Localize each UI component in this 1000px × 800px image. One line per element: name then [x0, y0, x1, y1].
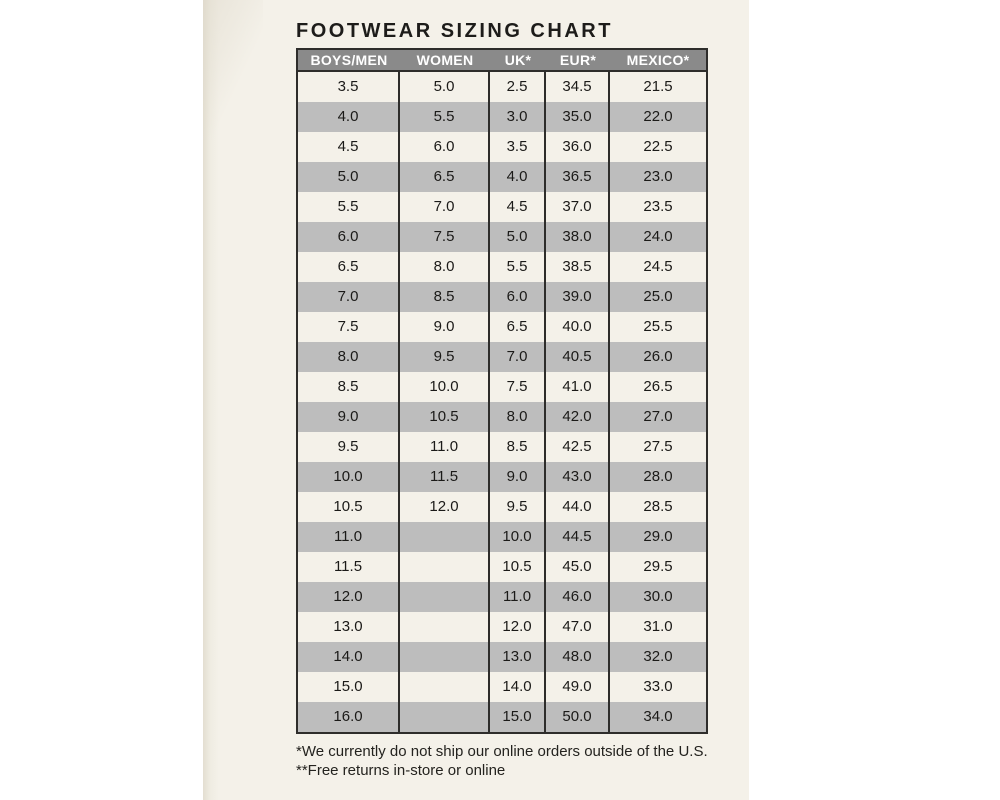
table-cell: 43.0	[546, 462, 610, 492]
table-cell: 8.5	[298, 372, 400, 402]
table-cell: 28.0	[643, 468, 673, 485]
table-cell: 4.5	[298, 132, 400, 162]
table-row	[298, 522, 706, 552]
table-cell	[400, 672, 490, 702]
column-header: WOMEN	[416, 52, 474, 68]
table-cell: 9.5	[490, 492, 546, 522]
table-cell: 25.5	[643, 318, 673, 335]
table-cell: 2.5	[490, 72, 546, 102]
table-cell: 10.5	[298, 492, 400, 522]
table-cell	[400, 612, 490, 642]
table-cell: 6.5	[400, 162, 490, 192]
table-cell: 32.0	[643, 648, 673, 665]
table-cell: 7.5	[400, 222, 490, 252]
table-cell	[400, 582, 490, 612]
table-cell: 11.0	[400, 432, 490, 462]
table-cell: 34.5	[546, 72, 610, 102]
table-cell: 33.0	[643, 678, 673, 695]
table-row	[298, 222, 706, 252]
table-cell: 6.5	[490, 312, 546, 342]
table-body	[298, 72, 706, 732]
table-row	[298, 312, 706, 342]
table-cell: 6.0	[490, 282, 546, 312]
table-row	[298, 72, 706, 102]
table-cell: 16.0	[298, 702, 400, 732]
table-cell: 37.0	[546, 192, 610, 222]
table-cell: 7.0	[490, 342, 546, 372]
table-cell: 6.0	[400, 132, 490, 162]
table-row	[298, 372, 706, 402]
table-cell: 29.0	[643, 528, 673, 545]
table-cell: 12.0	[400, 492, 490, 522]
table-cell: 14.0	[490, 672, 546, 702]
table-row	[298, 612, 706, 642]
table-cell: 6.0	[298, 222, 400, 252]
table-cell: 46.0	[546, 582, 610, 612]
column-header: UK*	[504, 52, 532, 68]
table-cell: 9.5	[400, 342, 490, 372]
table-row	[298, 432, 706, 462]
table-cell: 21.5	[643, 78, 673, 95]
table-cell: 3.0	[490, 102, 546, 132]
table-row	[298, 342, 706, 372]
table-cell: 9.0	[490, 462, 546, 492]
table-cell: 3.5	[298, 72, 400, 102]
table-cell: 39.0	[546, 282, 610, 312]
table-cell	[400, 522, 490, 552]
table-cell: 5.5	[298, 192, 400, 222]
table-cell: 42.5	[546, 432, 610, 462]
table-cell: 23.5	[643, 198, 673, 215]
table-row	[298, 102, 706, 132]
table-cell: 11.5	[400, 462, 490, 492]
column-header: EUR*	[559, 52, 597, 68]
table-row	[298, 702, 706, 732]
table-cell: 36.0	[546, 132, 610, 162]
table-cell	[400, 552, 490, 582]
sizing-table	[296, 48, 708, 734]
table-cell: 6.5	[298, 252, 400, 282]
table-cell	[400, 642, 490, 672]
table-cell: 40.0	[546, 312, 610, 342]
table-cell: 26.0	[643, 348, 673, 365]
table-cell: 8.0	[490, 402, 546, 432]
table-cell: 10.5	[490, 552, 546, 582]
table-cell: 9.5	[298, 432, 400, 462]
table-cell: 5.5	[400, 102, 490, 132]
table-cell: 27.0	[643, 408, 673, 425]
table-cell: 22.0	[643, 108, 673, 125]
table-cell: 9.0	[298, 402, 400, 432]
page-title: FOOTWEAR SIZING CHART	[296, 20, 613, 42]
table-cell: 15.0	[490, 702, 546, 732]
table-row	[298, 642, 706, 672]
table-cell: 7.0	[400, 192, 490, 222]
table-cell: 31.0	[643, 618, 673, 635]
table-cell: 5.0	[400, 72, 490, 102]
table-cell: 26.5	[643, 378, 673, 395]
table-cell: 50.0	[546, 702, 610, 732]
table-row	[298, 252, 706, 282]
footnotes	[296, 742, 726, 780]
table-cell: 11.0	[490, 582, 546, 612]
table-row	[298, 672, 706, 702]
table-row	[298, 582, 706, 612]
table-cell: 48.0	[546, 642, 610, 672]
table-cell: 45.0	[546, 552, 610, 582]
table-cell: 13.0	[490, 642, 546, 672]
table-cell: 10.0	[400, 372, 490, 402]
table-cell: 8.0	[400, 252, 490, 282]
table-cell: 44.0	[546, 492, 610, 522]
table-cell: 7.5	[490, 372, 546, 402]
table-cell: 24.5	[643, 258, 673, 275]
table-cell: 5.5	[490, 252, 546, 282]
table-cell: 25.0	[643, 288, 673, 305]
table-row	[298, 402, 706, 432]
table-cell: 22.5	[643, 138, 673, 155]
table-cell: 27.5	[643, 438, 673, 455]
table-cell	[400, 702, 490, 732]
table-row	[298, 162, 706, 192]
table-cell: 3.5	[490, 132, 546, 162]
table-cell: 23.0	[643, 168, 673, 185]
table-cell: 10.5	[400, 402, 490, 432]
table-cell: 4.0	[490, 162, 546, 192]
column-header: MEXICO*	[626, 52, 690, 68]
table-row	[298, 282, 706, 312]
table-cell: 40.5	[546, 342, 610, 372]
table-cell: 5.0	[298, 162, 400, 192]
table-cell: 29.5	[643, 558, 673, 575]
table-cell: 12.0	[298, 582, 400, 612]
table-cell: 15.0	[298, 672, 400, 702]
table-cell: 36.5	[546, 162, 610, 192]
table-cell: 34.0	[643, 708, 673, 725]
table-cell: 42.0	[546, 402, 610, 432]
table-row	[298, 192, 706, 222]
table-cell: 24.0	[643, 228, 673, 245]
table-cell: 10.0	[490, 522, 546, 552]
table-cell: 11.5	[298, 552, 400, 582]
table-cell: 8.5	[490, 432, 546, 462]
table-cell: 5.0	[490, 222, 546, 252]
table-row	[298, 492, 706, 522]
footnote-shipping: *We currently do not ship our online orders outside of the U.S.	[296, 743, 708, 760]
table-cell: 7.0	[298, 282, 400, 312]
table-cell: 35.0	[546, 102, 610, 132]
table-row	[298, 462, 706, 492]
table-cell: 41.0	[546, 372, 610, 402]
table-header-row	[298, 50, 706, 72]
footnote-returns: **Free returns in-store or online	[296, 762, 506, 779]
table-cell: 11.0	[298, 522, 400, 552]
table-cell: 38.0	[546, 222, 610, 252]
table-cell: 44.5	[546, 522, 610, 552]
table-cell: 4.0	[298, 102, 400, 132]
table-cell: 13.0	[298, 612, 400, 642]
table-cell: 7.5	[298, 312, 400, 342]
table-cell: 30.0	[643, 588, 673, 605]
table-row	[298, 132, 706, 162]
column-header: BOYS/MEN	[310, 52, 388, 68]
table-cell: 28.5	[643, 498, 673, 515]
table-cell: 8.5	[400, 282, 490, 312]
table-cell: 4.5	[490, 192, 546, 222]
table-cell: 49.0	[546, 672, 610, 702]
table-cell: 47.0	[546, 612, 610, 642]
table-cell: 9.0	[400, 312, 490, 342]
table-row	[298, 552, 706, 582]
table-cell: 8.0	[298, 342, 400, 372]
table-cell: 38.5	[546, 252, 610, 282]
table-cell: 12.0	[490, 612, 546, 642]
scanned-paper-background	[203, 0, 749, 800]
table-cell: 10.0	[298, 462, 400, 492]
table-cell: 14.0	[298, 642, 400, 672]
